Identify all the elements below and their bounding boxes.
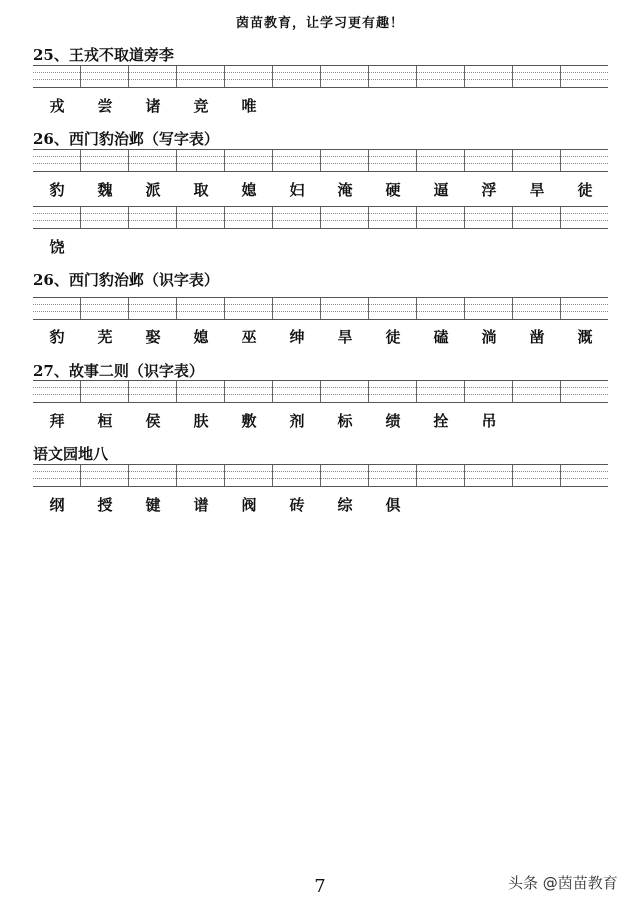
writing-grid[interactable]	[33, 380, 608, 403]
writing-grid[interactable]	[33, 206, 608, 229]
character: 魏	[97, 181, 113, 199]
character: 豹	[49, 328, 65, 346]
section-heading: 27、故事二则（识字表）	[33, 362, 204, 380]
character: 纲	[49, 496, 65, 514]
character: 娶	[145, 328, 161, 346]
character: 唯	[241, 97, 257, 115]
character: 淌	[481, 328, 497, 346]
section-heading: 25、王戎不取道旁李	[33, 46, 174, 64]
character: 旱	[337, 328, 353, 346]
character: 绩	[385, 412, 401, 430]
character: 溉	[577, 328, 593, 346]
character: 肤	[193, 412, 209, 430]
character: 键	[145, 496, 161, 514]
character: 派	[145, 181, 161, 199]
character: 媳	[241, 181, 257, 199]
character: 诸	[145, 97, 161, 115]
character: 硬	[385, 181, 401, 199]
writing-grid[interactable]	[33, 297, 608, 320]
character: 芜	[97, 328, 113, 346]
character: 竞	[193, 97, 209, 115]
character: 阀	[241, 496, 257, 514]
character-row	[33, 326, 609, 347]
character: 徒	[385, 328, 401, 346]
character: 砖	[289, 496, 305, 514]
character: 标	[337, 412, 353, 430]
character: 徒	[577, 181, 593, 199]
section-heading: 26、西门豹治邺（识字表）	[33, 271, 219, 289]
character: 巫	[241, 328, 257, 346]
character: 取	[193, 181, 209, 199]
character: 绅	[289, 328, 305, 346]
character-row	[33, 95, 609, 116]
character: 谱	[193, 496, 209, 514]
character: 磕	[433, 328, 449, 346]
character: 凿	[529, 328, 545, 346]
character: 拴	[433, 412, 449, 430]
section-heading: 26、西门豹治邺（写字表）	[33, 130, 219, 148]
character: 媳	[193, 328, 209, 346]
character: 豹	[49, 181, 65, 199]
character: 授	[97, 496, 113, 514]
character: 尝	[97, 97, 113, 115]
character-row	[33, 236, 609, 257]
character: 妇	[289, 181, 305, 199]
character: 拜	[49, 412, 65, 430]
character: 桓	[97, 412, 113, 430]
watermark: 头条 @茵苗教育	[508, 874, 618, 892]
character-row	[33, 410, 609, 431]
character: 俱	[385, 496, 401, 514]
character: 旱	[529, 181, 545, 199]
character-row	[33, 179, 609, 200]
character: 饶	[49, 238, 65, 256]
character: 浮	[481, 181, 497, 199]
character: 剂	[289, 412, 305, 430]
character-row	[33, 494, 609, 515]
writing-grid[interactable]	[33, 464, 608, 487]
character: 敷	[241, 412, 257, 430]
character: 吊	[481, 412, 497, 430]
page-number: 7	[314, 876, 326, 897]
character: 逼	[433, 181, 449, 199]
writing-grid[interactable]	[33, 65, 608, 88]
section-heading: 语文园地八	[33, 445, 109, 463]
character: 戎	[49, 97, 65, 115]
character: 侯	[145, 412, 161, 430]
character: 综	[337, 496, 353, 514]
character: 淹	[337, 181, 353, 199]
page-header: 茵苗教育，让学习更有趣！	[235, 16, 404, 31]
writing-grid[interactable]	[33, 149, 608, 172]
